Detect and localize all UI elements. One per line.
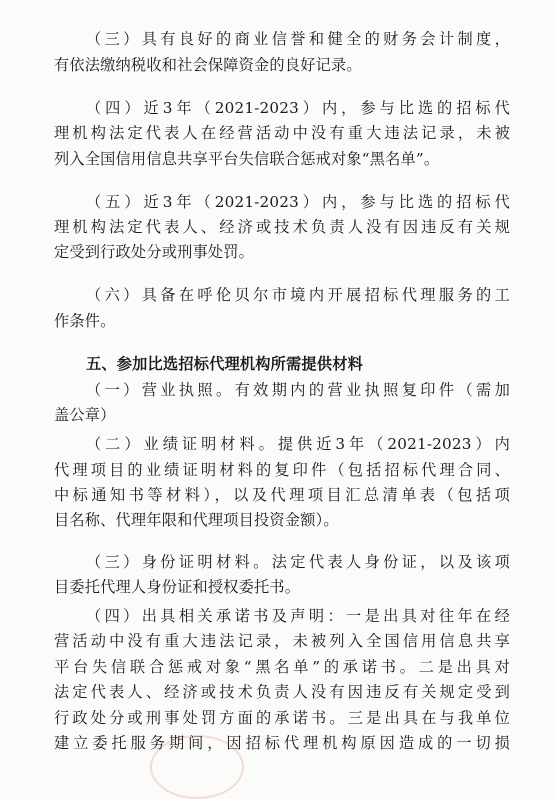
text-line-5: 列入全国信用信息共享平台失信联合惩戒对象“黑名单”。 [54, 150, 440, 168]
text-line-16: 中标通知书等材料），以及代理项目汇总清单表（包括项 [54, 486, 510, 504]
text-line-22: 平台失信联合惩戒对象“黑名单”的承诺书。二是出具对 [54, 658, 510, 676]
text-line-14: （二）业绩证明材料。提供近3年（2021-2023）内 [86, 435, 510, 453]
text-line-21: 营活动中没有重大违法记录，未被列入全国信用信息共享 [54, 632, 510, 650]
text-line-18: （三）身份证明材料。法定代表人身份证，以及该项 [86, 553, 510, 571]
section-heading: 五、参加比选招标代理机构所需提供材料 [86, 355, 363, 373]
text-line-23: 法定代表人、经济或技术负责人没有因违反有关规定受到 [54, 683, 510, 701]
text-line-19: 目委托代理人身份证和授权委托书。 [54, 578, 301, 596]
text-line-20: （四）出具相关承诺书及声明：一是出具对往年在经 [86, 607, 510, 625]
text-line-13: 盖公章） [54, 406, 116, 424]
text-line-2: 有依法缴纳税收和社会保障资金的良好记录。 [54, 56, 362, 74]
text-line-3: （四）近3年（2021-2023）内，参与比选的招标代 [86, 99, 510, 117]
text-line-17: 目名称、代理年限和代理项目投资金额）。 [54, 511, 339, 529]
text-line-9: （六）具备在呼伦贝尔市境内开展招标代理服务的工 [86, 286, 510, 304]
text-line-25: 建立委托服务期间，因招标代理机构原因造成的一切损 [54, 734, 510, 752]
text-line-4: 理机构法定代表人在经营活动中没有重大违法记录，未被 [54, 124, 510, 142]
text-line-10: 作条件。 [54, 312, 116, 330]
text-line-1: （三）具有良好的商业信誉和健全的财务会计制度， [86, 30, 510, 48]
text-line-15: 代理项目的业绩证明材料的复印件（包括招标代理合同、 [54, 461, 510, 479]
text-line-12: （一）营业执照。有效期内的营业执照复印件（需加 [86, 381, 510, 399]
text-line-7: 理机构法定代表人、经济或技术负责人没有因违反有关规 [54, 218, 510, 236]
text-line-6: （五）近3年（2021-2023）内，参与比选的招标代 [86, 193, 510, 211]
text-line-8: 定受到行政处分或刑事处罚。 [54, 243, 255, 261]
text-line-24: 行政处分或刑事处罚方面的承诺书。三是出具在与我单位 [54, 709, 510, 727]
